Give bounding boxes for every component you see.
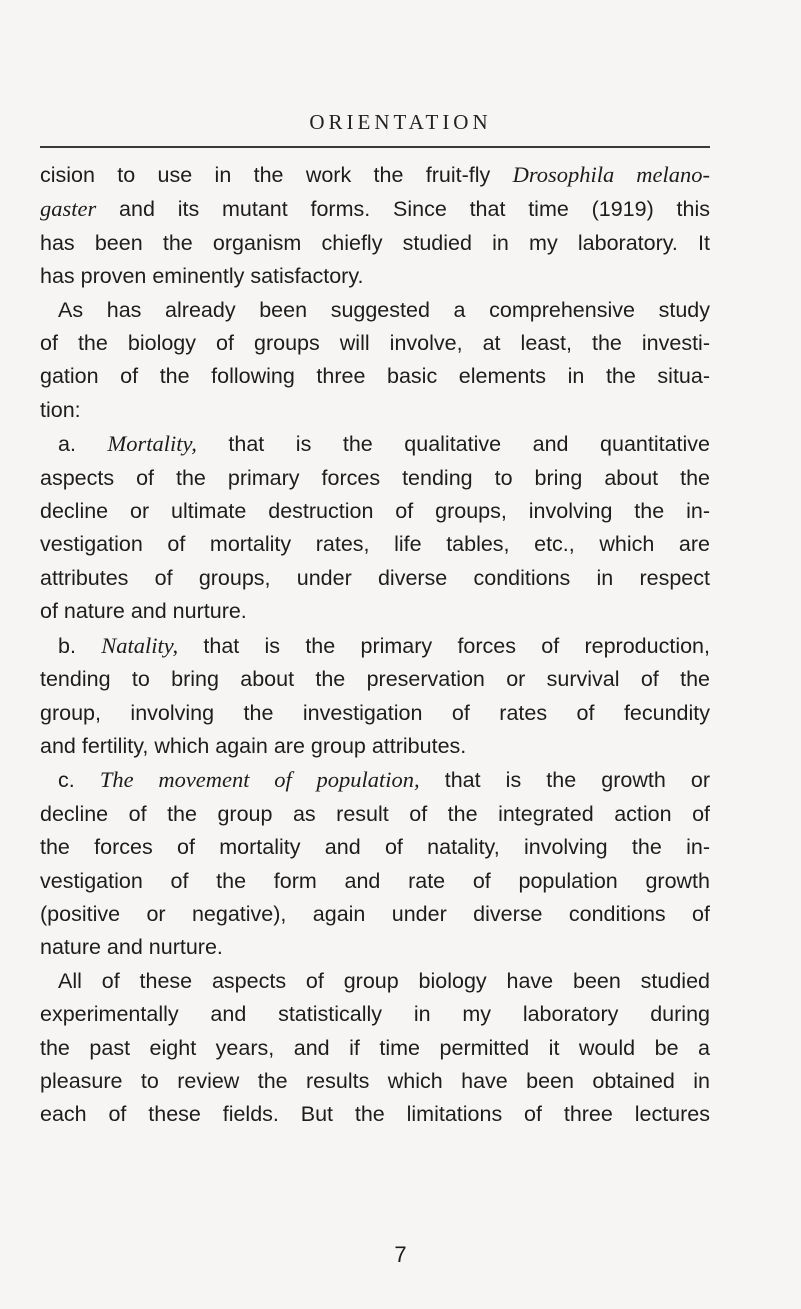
text-line: (positive or negative), again under diverse conditions of <box>40 901 710 926</box>
text-line: gation of the following three basic elements in the situa- <box>40 364 710 389</box>
page-number: 7 <box>394 1242 407 1267</box>
text-line: As has already been suggested a comprehensive study <box>58 297 710 322</box>
text-line: nature and nurture. <box>40 935 223 960</box>
running-head: ORIENTATION <box>309 110 492 134</box>
text-line: the forces of mortality and of natality, involving the in- <box>40 835 710 860</box>
text-line: has been the organism chiefly studied in my laboratory. It <box>40 230 710 255</box>
text-line: decline of the group as result of the integrated action of <box>40 801 710 826</box>
text-line: b. Natality, that is the primary forces of reproduction, <box>58 632 710 658</box>
text-line: tion: <box>40 397 81 422</box>
text-line: a. Mortality, that is the qualitative and quantitative <box>58 431 711 457</box>
text-line: each of these fields. But the limitations of three lectures <box>40 1102 710 1127</box>
text-line: and fertility, which again are group attributes. <box>40 733 467 758</box>
text-line: experimentally and statistically in my laboratory during <box>40 1002 710 1027</box>
text-line: group, involving the investigation of rates of fecundity <box>40 700 710 725</box>
text-line: pleasure to review the results which have been obtained in <box>40 1068 710 1093</box>
text-line: decline or ultimate destruction of groups, involving the in- <box>40 499 710 524</box>
text-line: vestigation of the form and rate of population growth <box>40 868 710 893</box>
text-line: of the biology of groups will involve, at least, the investi- <box>40 331 710 356</box>
text-line: vestigation of mortality rates, life tables, etc., which are <box>40 532 710 557</box>
text-line: c. The movement of population, that is the growth or <box>58 767 710 793</box>
text-line: has proven eminently satisfactory. <box>40 264 364 289</box>
header-rule <box>40 146 710 148</box>
text-line: cision to use in the work the fruit-fly Drosophila melano- <box>40 162 710 187</box>
text-line: All of these aspects of group biology have been studied <box>58 968 710 993</box>
text-line: tending to bring about the preservation or survival of the <box>40 667 710 692</box>
text-line: aspects of the primary forces tending to bring about the <box>40 465 710 490</box>
text-line: of nature and nurture. <box>40 599 247 624</box>
text-line: the past eight years, and if time permitted it would be a <box>40 1035 710 1060</box>
text-line: gaster and its mutant forms. Since that time (1919) this <box>40 196 710 222</box>
text-line: attributes of groups, under diverse conditions in respect <box>40 565 710 590</box>
body-text <box>40 158 710 1132</box>
